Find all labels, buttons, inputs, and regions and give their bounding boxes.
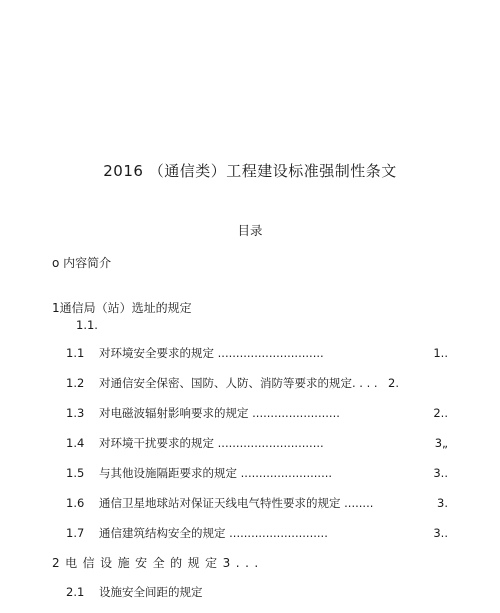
toc-heading: 目录 [237, 223, 263, 238]
toc-entry-label [99, 495, 373, 511]
toc-entry[interactable] [66, 495, 448, 511]
toc-entry-page: 2. [388, 376, 399, 390]
toc-entry-number: 1.3 [66, 406, 85, 420]
toc-entry-leader: ........................... [225, 526, 328, 540]
toc-entry-number: 1.5 [66, 466, 85, 480]
toc-entry-leader: ............................. [214, 346, 324, 360]
toc-entry[interactable] [66, 345, 448, 361]
toc-entry-page: 3.. [433, 466, 448, 480]
toc-entry-title: 对电磁波辐射影响要求的规定 [99, 406, 249, 420]
toc-entry-page: 3. [437, 496, 448, 510]
toc-entry[interactable] [66, 405, 448, 421]
document-title: 2016 （通信类）工程建设标准强制性条文 [103, 162, 397, 180]
toc-entry-number: 1.7 [66, 526, 85, 540]
toc-entry-page: 1.. [433, 346, 448, 360]
toc-entry-leader: ............................. [214, 436, 324, 450]
toc-entry-page: 3„ [434, 436, 448, 450]
toc-entry-number: 1.4 [66, 436, 85, 450]
toc-entry[interactable] [66, 375, 448, 391]
toc-entry-label [99, 345, 324, 361]
toc-entry-title: 通信建筑结构安全的规定 [99, 526, 226, 540]
toc-entry[interactable] [66, 525, 448, 541]
section-2-heading: 2电信设施安全的规定3... [52, 556, 264, 570]
section-1-heading: 1通信局（站）选址的规定 [52, 301, 192, 315]
toc-entry-number: 1.2 [66, 376, 85, 390]
toc-entry-leader: ........ [340, 496, 374, 510]
toc-entry-page: 3.. [433, 526, 448, 540]
toc-entry-label [99, 405, 340, 421]
toc-entry-leader: ........................ [248, 406, 340, 420]
toc-entry-number: 2.1 [66, 585, 85, 599]
toc-entry-title: 通信卫星地球站对保证天线电气特性要求的规定 [99, 496, 341, 510]
toc-entry-number: 1.6 [66, 496, 85, 510]
toc-entry-label [99, 525, 328, 541]
toc-entry-title: 对环境干扰要求的规定 [99, 436, 214, 450]
section-1-sub: 1.1. [76, 318, 98, 332]
intro-line: o 内容简介 [52, 256, 112, 270]
toc-entry-leader: ......................... [237, 466, 333, 480]
toc-entry-label [99, 465, 332, 481]
toc-entry-number: 1.1 [66, 346, 85, 360]
toc-entry[interactable] [66, 435, 448, 451]
toc-entry-title: 与其他设施隔距要求的规定 [99, 466, 237, 480]
toc-entry[interactable] [66, 465, 448, 481]
toc-entry-label [99, 375, 378, 391]
toc-entry-page: 2.. [433, 406, 448, 420]
toc-entry[interactable] [66, 584, 448, 600]
toc-entry-label: 设施安全间距的规定 [99, 585, 203, 599]
toc-entry-label [99, 435, 324, 451]
toc-entry-title: 对环境安全要求的规定 [99, 346, 214, 360]
toc-entry-title: 对通信安全保密、国防、人防、消防等要求的规定. . . . [99, 376, 378, 390]
